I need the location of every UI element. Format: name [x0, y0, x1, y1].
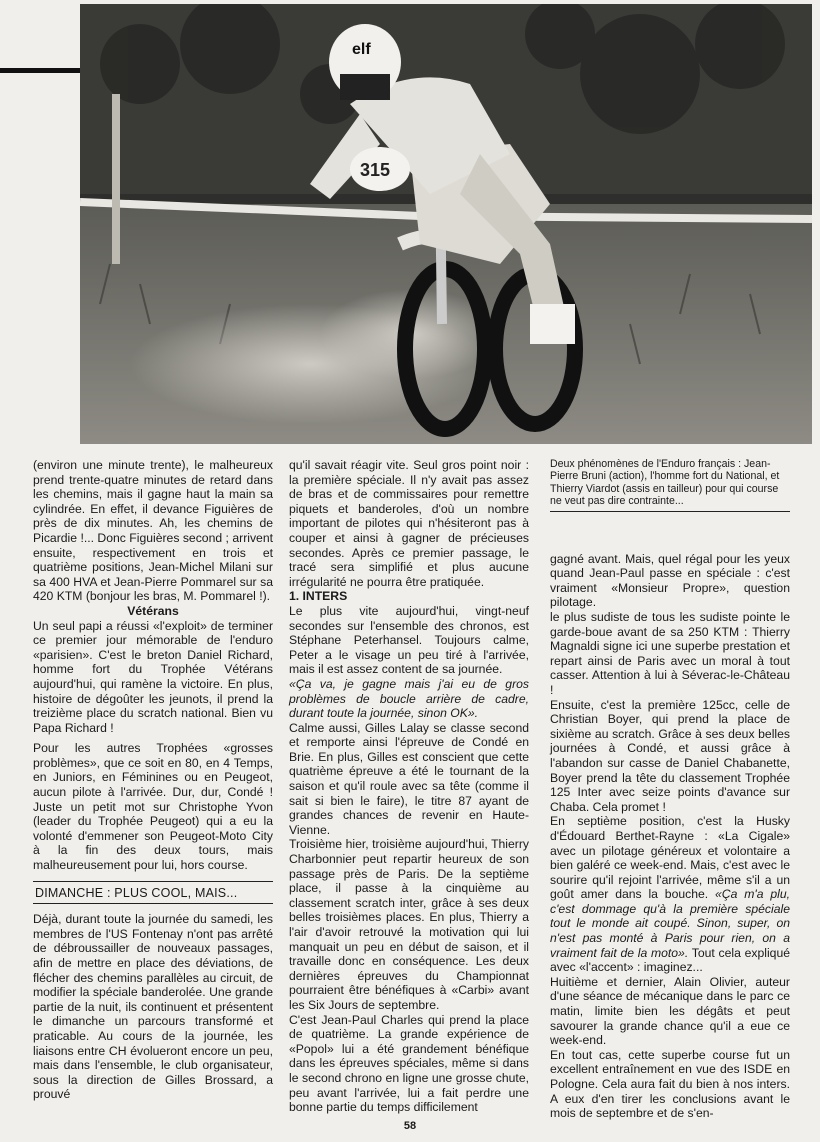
number-plate-text: 315 [360, 160, 391, 180]
col3-paragraph-6: En tout cas, cette superbe course fut un excellent entraînement en vue des ISDE en Pologne. Cela aura fait du bien à nos inters. A eux d'en tirer les conclusions avant le mois de septembre et de s'en- [550, 1047, 790, 1121]
col2-paragraph-5: C'est Jean-Paul Charles qui prend la place de quatrième. La grande expérience de «Popol» lui a été grandement bénéfique dans les épreuves spéciales, même si dans le second chrono en ligne une grosse chute, peu avant l'arrivée, lui a fait perdre une bonne partie du temps difficilement [289, 1012, 529, 1115]
col1-paragraph-2: Un seul papi a réussi «l'exploit» de terminer ce premier jour mémorable de l'enduro «parisien». C'est le breton Daniel Richard, homme fort du Trophée Vétérans aujourd'hui, qui ramène la victoire. En plus, histoire de dégoûter les jeunots, il prend la treizième place du scratch national. Bien vu Papa Richard ! [33, 618, 273, 735]
inters-heading: 1. INTERS [289, 589, 348, 604]
col3-paragraph-3: Ensuite, c'est la première 125cc, celle de Christian Boyer, qui prend la place de sixième au scratch. Grâce à ses deux belles journées à Condé, et aussi grâce à l'abandon sur casse de Daniel Chabanette, Boyer prend la tête du classement Trophée 125 Inter avec seize points d'avance sur Chaba. Cela promet ! [550, 697, 790, 814]
col2-paragraph-2: Le plus vite aujourd'hui, vingt-neuf secondes sur l'ensemble des chronos, est Stéphane Peterhansel. Toujours calme, Peter a le visage un peu tiré à l'arrivée, mais il est assez content de sa journée. [289, 603, 529, 677]
caption-spacer [550, 512, 790, 552]
col2-paragraph-1: qu'il savait réagir vite. Seul gros point noir : la première spéciale. Il n'y avait pas assez de bras et de commissaires pour remettre piquets et banderoles, d'où un nombre important de pilotes qui n'hésiteront pas à couper et ainsi à gagner de précieuses secondes. Après ce premier passage, le tracé sera simplifié et plus aucune irrégularité ne pourra être pratiquée. [289, 458, 529, 589]
veterans-heading: Vétérans [127, 603, 179, 618]
motorcycle-illustration [80, 4, 812, 444]
col3-p4-start: En septième position, c'est la Husky d'Édouard Berthet-Rayne : «La Cigale» avec un pilotage généreux et volontaire a bien galéré ce week-end. Mais, c'est avec le sourire qu'il rejoint l'arrivée, même s'il a un goût amer dans la bouche. [550, 814, 790, 902]
col2-quote [289, 677, 529, 721]
col3-paragraph-2: le plus sudiste de tous les sudiste pointe le garde-boue avant de sa 250 KTM : Thierry Magnaldi signe ici une superbe prestation et repart ainsi de Paris avec un moral à tout casser. Attention à lui à Séverac-le-Château ! [550, 610, 790, 697]
col1-paragraph-1: (environ une minute trente), le malheureux prend trente-quatre minutes de retard dans les chemins, mais il gagne haut la main sa cylindrée. En effet, il devance Figuières de près de dix minutes. Ah, les chemins de Picardie !... Donc Figuières second ; arrivent ensuite, respectivement en trois et quatrième positions, Jean-Michel Milani sur sa 400 HVA et Jean-Pierre Pommarel sur sa 420 KTM (bonjour les bras, M. Pommarel !). [33, 458, 273, 604]
col3-p4-end: Tout cela expliqué avec «l'accent» : imaginez... [550, 945, 791, 975]
decorative-rule [0, 68, 80, 73]
col3-paragraph-4 [550, 814, 790, 975]
col3-paragraph-5: Huitième et dernier, Alain Olivier, auteur d'une séance de mécanique dans le parc ce matin, limite bien les dégâts et peut savourer la grande chance qu'il a eue ce week-end. [550, 974, 790, 1048]
column-2 [289, 458, 529, 1115]
col3-paragraph-1: gagné avant. Mais, quel régal pour les yeux quand Jean-Paul passe en spéciale : c'est vraiment «Monsieur Propre», question pilotage. [550, 551, 790, 610]
col1-paragraph-3: Pour les autres Trophées «grosses problèmes», que ce soit en 80, en 4 Temps, en Juniors, en Féminines ou en Peugeot, aucun pilote à l'arrivée. Dur, dur, Condé ! Juste un petit mot sur Christophe Yvon (leader du Trophée Peugeot) qui a eu la volonté d'emmener son Peugeot-Moto City à la fin des deux tours, mais malheureusement pour lui, hors course. [33, 741, 273, 873]
section-heading-dimanche: DIMANCHE : PLUS COOL, MAIS... [33, 881, 273, 905]
peterhansel-quote: «Ça va, je gagne mais j'ai eu de gros problèmes de boucle arrière de cadre, durant toute la journée, sinon OK». [289, 676, 529, 721]
col1-paragraph-4: Déjà, durant toute la journée du samedi, les membres de l'US Fontenay n'ont pas arrêté de débroussailler de nouveaux passages, afin de mettre en place des déviations, de flécher des chemins parallèles au circuit, de modifier la spéciale banderolée. Une grande partie de la nuit, ils continuent et présentent le dimanche un parcours transformé et praticable. Au cours de la journée, les liaisons entre CH évolueront encore un peu, mais dans l'ensemble, le club organisateur, sous la direction de Gilles Brossard, a prouvé [33, 912, 273, 1102]
helmet-text: elf [352, 41, 371, 58]
enduro-rider-photo [80, 4, 812, 444]
photo-caption: Deux phénomènes de l'Enduro français : Jean-Pierre Bruni (action), l'homme fort du National, et Thierry Viardot (assis en tailleur) pour qui course ne veut pas dire contrainte... [550, 458, 790, 512]
page-number: 58 [403, 1120, 417, 1132]
col2-paragraph-4: Troisième hier, troisième aujourd'hui, Thierry Charbonnier peut repartir heureux de son passage près de Paris. De la septième place, il passe à la cinquième au classement scratch inter, grâce à ses deux belles troisièmes places. En plus, Thierry a l'air d'avoir retrouvé la motivation qui lui manquait un peu en début de saison, et il travaille donc en conséquence. Les deux dernières épreuves du Championnat pourraient être bénéfiques à «Carbi» avant les Six Jours de septembre. [289, 837, 529, 1012]
berthet-quote: «Ça m'a plu, c'est dommage qu'à la première spéciale tout le monde ait coupé. Sinon, super, on n'est pas monté à Paris pour rien, on a vraiment fait de la moto». [550, 887, 790, 960]
column-1 [33, 458, 273, 1102]
column-3 [550, 458, 790, 1121]
col2-paragraph-3: Calme aussi, Gilles Lalay se classe second et remporte ainsi l'épreuve de Condé en Brie. En plus, Gilles est conscient que cette quatrième épreuve a été le tournant de la saison et qu'il roule avec sa tête (comme il sait si bien le faire), le titre 87 ayant de grandes chances de revenir en Haute-Vienne. [289, 720, 529, 837]
